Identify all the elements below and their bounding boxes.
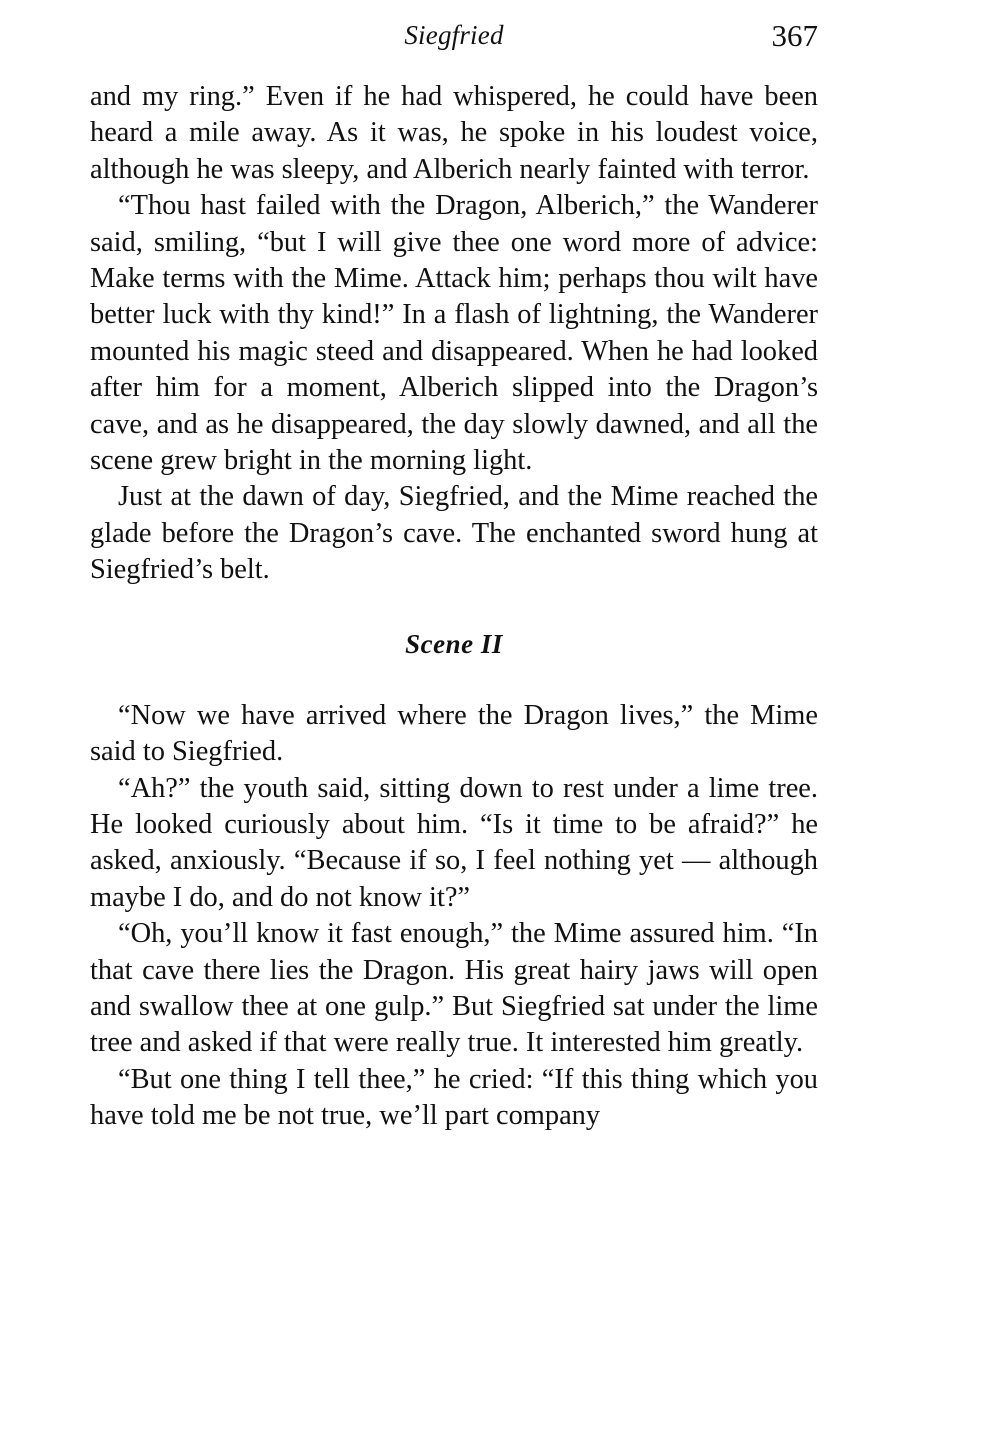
paragraph: “But one thing I tell thee,” he cried: “If this thing which you have told me be not true, we’ll part company	[90, 1063, 818, 1132]
paragraph: “Thou hast failed with the Dragon, Alberich,” the Wanderer said, smiling, “but I will give thee one word more of advice: Make terms with the Mime. Attack him; perhaps thou wilt have better luck with thy kind!” In a flash of lightning, the Wanderer mounted his magic steed and disappeared. When he had looked after him for a moment, Alberich slipped into the Dragon’s cave, and as he disappeared, the day slowly dawned, and all the scene grew bright in the morning light.	[90, 190, 818, 477]
paragraph: “Ah?” the youth said, sitting down to rest under a lime tree. He looked curiously about him. “Is it time to be afraid?” he asked, anxiously. “Because if so, I feel nothing yet — although maybe I do, and do not know it?”	[90, 772, 818, 913]
paragraph: Just at the dawn of day, Siegfried, and the Mime reached the glade before the Dragon’s cave. The enchanted sword hung at Siegfried’s belt.	[90, 481, 818, 586]
page-number: 367	[771, 18, 818, 53]
paragraph-continued: and my ring.” Even if he had whispered, he could have been heard a mile away. As it was, he spoke in his loudest voice, although he was sleepy, and Alberich nearly fainted with terror.	[90, 81, 818, 185]
scene-heading: Scene II	[405, 628, 503, 659]
text-block	[90, 79, 818, 1135]
paragraph: “Now we have arrived where the Dragon lives,” the Mime said to Siegfried.	[90, 699, 818, 768]
running-head	[90, 14, 818, 64]
running-title: Siegfried	[404, 20, 504, 50]
paragraph: “Oh, you’ll know it fast enough,” the Mime assured him. “In that cave there lies the Dragon. His great hairy jaws will open and swallow thee at one gulp.” But Siegfried sat under the lime tree and asked if that were really true. It interested him greatly.	[90, 918, 818, 1059]
